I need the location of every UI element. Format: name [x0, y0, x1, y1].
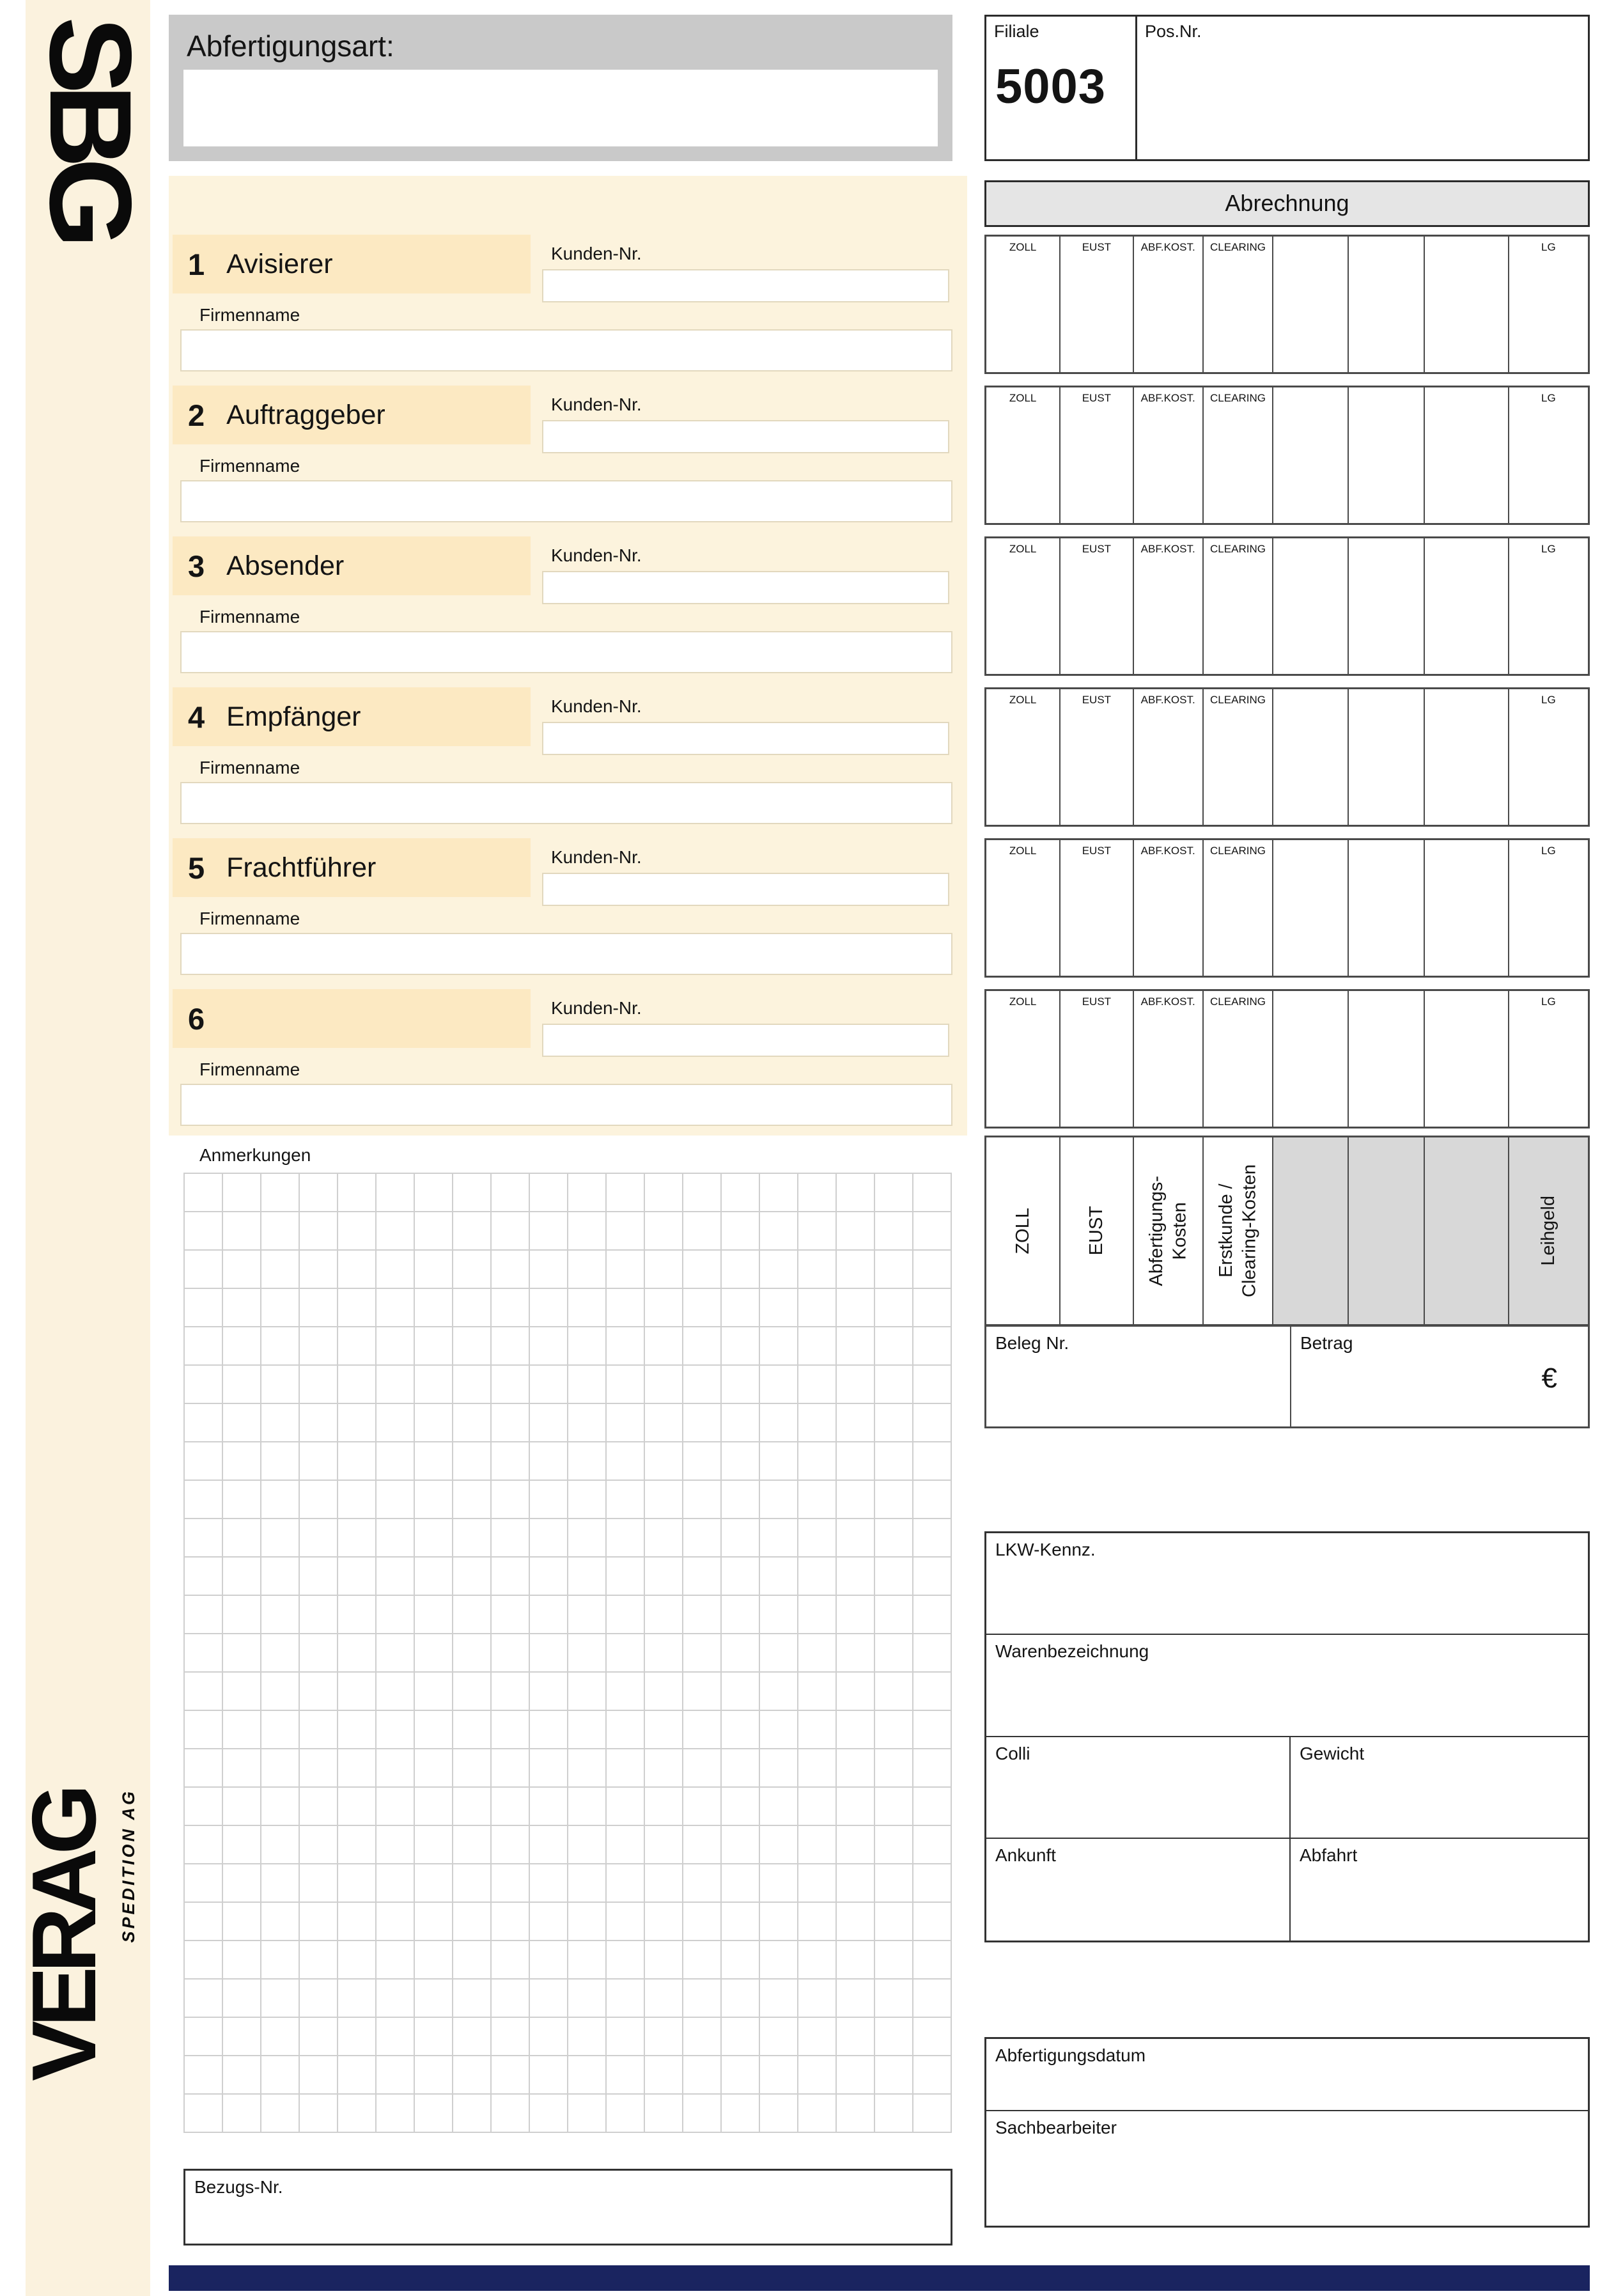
abrechnung-col-header: EUST — [1082, 996, 1112, 1008]
spedition-ag-logo: SPEDITION AG — [119, 1789, 138, 1943]
rotated-label: Abfertigungs- Kosten — [1146, 1175, 1190, 1286]
party-role-label: Frachtführer — [226, 852, 377, 883]
abfahrt-label: Abfahrt — [1299, 1845, 1358, 1865]
abrechnung-cell[interactable] — [1424, 387, 1508, 523]
abrechnung-cell[interactable] — [1133, 991, 1202, 1127]
abrechnung-col-header: ZOLL — [1009, 845, 1037, 857]
abrechnung-col-header: LG — [1541, 543, 1556, 555]
abrechnung-col-header: ABF.KOST. — [1140, 241, 1195, 253]
abrechnung-cell[interactable] — [1508, 237, 1588, 372]
firmenname-input[interactable] — [180, 782, 952, 824]
abrechnung-col-header: ABF.KOST. — [1140, 694, 1195, 706]
pos-nr-cell[interactable] — [1137, 17, 1588, 159]
abrechnung-cell[interactable] — [1059, 840, 1132, 976]
abrechnung-cell[interactable] — [1272, 237, 1348, 372]
abrechnung-cell[interactable] — [1424, 237, 1508, 372]
rotated-label-cell — [1508, 1137, 1588, 1324]
abrechnung-cell[interactable] — [1508, 387, 1588, 523]
abrechnung-col-header — [1273, 689, 1348, 694]
abfertigungsart-input[interactable] — [183, 70, 938, 146]
verag-logo: VERAG — [13, 1790, 115, 2081]
abrechnung-col-header: ABF.KOST. — [1140, 845, 1195, 857]
abrechnung-cell[interactable] — [986, 991, 1059, 1127]
betrag-label: Betrag — [1300, 1333, 1353, 1353]
abrechnung-col-header: LG — [1541, 392, 1556, 404]
abrechnung-cell[interactable] — [1059, 991, 1132, 1127]
abrechnung-cell[interactable] — [1348, 840, 1423, 976]
abrechnung-cell[interactable] — [1508, 689, 1588, 825]
cargo-details-block — [984, 1531, 1590, 1942]
party-number: 6 — [188, 1001, 205, 1036]
kunden-nr-input[interactable] — [542, 420, 949, 453]
party-number: 1 — [188, 247, 205, 281]
ankunft-field[interactable] — [986, 1839, 1289, 1941]
abfahrt-field[interactable] — [1289, 1839, 1588, 1941]
abrechnung-col-header: CLEARING — [1210, 241, 1266, 253]
filiale-value: 5003 — [995, 59, 1107, 114]
abfertigungsart-label: Abfertigungsart: — [187, 29, 394, 63]
abrechnung-cell[interactable] — [1424, 840, 1508, 976]
abrechnung-cell[interactable] — [1202, 840, 1272, 976]
bezugs-nr-field[interactable] — [183, 2169, 952, 2245]
abrechnung-cell[interactable] — [1272, 387, 1348, 523]
ankunft-label: Ankunft — [995, 1845, 1056, 1865]
firmenname-input[interactable] — [180, 933, 952, 975]
abrechnung-row-2 — [984, 386, 1590, 525]
abrechnung-col-header: ZOLL — [1009, 694, 1037, 706]
abrechnung-cell[interactable] — [1348, 538, 1423, 674]
anmerkungen-grid-area[interactable] — [183, 1173, 952, 2133]
abrechnung-cell[interactable] — [1508, 538, 1588, 674]
abrechnung-cell[interactable] — [1202, 689, 1272, 825]
sbg-logo: SBG — [26, 17, 156, 238]
abrechnung-col-header: CLEARING — [1210, 996, 1266, 1008]
party-number: 5 — [188, 850, 205, 885]
party-role-band — [173, 989, 531, 1048]
sachbearbeiter-label: Sachbearbeiter — [995, 2117, 1117, 2137]
filiale-label: Filiale — [994, 22, 1039, 41]
party-role-band — [173, 687, 531, 746]
firmenname-label: Firmenname — [199, 305, 300, 325]
abrechnung-col-header — [1349, 237, 1423, 241]
abrechnung-cell[interactable] — [1424, 991, 1508, 1127]
abrechnung-cell[interactable] — [1059, 237, 1132, 372]
abrechnung-col-header: EUST — [1082, 543, 1112, 555]
party-role-label: Absender — [226, 550, 345, 581]
betrag-field[interactable] — [1291, 1327, 1588, 1426]
abrechnung-cell[interactable] — [1348, 689, 1423, 825]
abrechnung-cell[interactable] — [1508, 840, 1588, 976]
abrechnung-cell[interactable] — [1059, 538, 1132, 674]
abrechnung-row-3 — [984, 536, 1590, 676]
firmenname-input[interactable] — [180, 329, 952, 371]
party-role-band — [173, 838, 531, 897]
abfertigungsdatum-field[interactable] — [986, 2039, 1588, 2111]
abrechnung-col-header — [1425, 387, 1508, 392]
abrechnung-col-header: LG — [1541, 694, 1556, 706]
abrechnung-cell[interactable] — [1202, 991, 1272, 1127]
rotated-label-cell — [1272, 1137, 1348, 1324]
abrechnung-cell[interactable] — [1272, 840, 1348, 976]
abrechnung-cell[interactable] — [1133, 538, 1202, 674]
abrechnung-row-4 — [984, 687, 1590, 827]
rotated-label-cell — [1348, 1137, 1423, 1324]
abrechnung-col-header — [1273, 387, 1348, 392]
abrechnung-row-5 — [984, 838, 1590, 978]
kunden-nr-input[interactable] — [542, 722, 949, 755]
abrechnung-cell[interactable] — [1059, 689, 1132, 825]
abrechnung-col-header — [1425, 538, 1508, 543]
abrechnung-col-header — [1273, 538, 1348, 543]
firmenname-label: Firmenname — [199, 758, 300, 777]
processing-block — [984, 2037, 1590, 2228]
party-role-label: Avisierer — [226, 248, 333, 279]
abrechnung-cell[interactable] — [986, 840, 1059, 976]
firmenname-input[interactable] — [180, 1084, 952, 1126]
abrechnung-cell[interactable] — [1272, 991, 1348, 1127]
rotated-label: Erstkunde / Clearing-Kosten — [1216, 1164, 1260, 1297]
firmenname-input[interactable] — [180, 480, 952, 522]
abrechnung-cell[interactable] — [1272, 538, 1348, 674]
kunden-nr-input[interactable] — [542, 571, 949, 604]
rotated-label: Leihgeld — [1538, 1196, 1559, 1266]
abrechnung-col-header: CLEARING — [1210, 543, 1266, 555]
abrechnung-cell[interactable] — [1424, 689, 1508, 825]
lkw-kennz-label: LKW-Kennz. — [995, 1540, 1096, 1559]
abrechnung-cell[interactable] — [1133, 387, 1202, 523]
kunden-nr-label: Kunden-Nr. — [551, 696, 642, 716]
abrechnung-col-header — [1349, 387, 1423, 392]
abrechnung-col-header — [1349, 840, 1423, 845]
party-role-label: Auftraggeber — [226, 399, 385, 430]
rotated-label-cell — [1059, 1137, 1132, 1324]
firmenname-input[interactable] — [180, 631, 952, 673]
rotated-label-cell — [986, 1137, 1059, 1324]
abrechnung-col-header — [1425, 237, 1508, 241]
abrechnung-cell[interactable] — [1348, 991, 1423, 1127]
abrechnung-col-header: CLEARING — [1210, 694, 1266, 706]
abrechnung-col-header: ABF.KOST. — [1140, 996, 1195, 1008]
party-role-band — [173, 386, 531, 444]
abrechnung-cell[interactable] — [1272, 689, 1348, 825]
abfertigungsart-box — [169, 15, 952, 161]
abrechnung-cell[interactable] — [1508, 991, 1588, 1127]
abfertigungsdatum-label: Abfertigungsdatum — [995, 2045, 1146, 2065]
abrechnung-col-header: LG — [1541, 241, 1556, 253]
kunden-nr-label: Kunden-Nr. — [551, 545, 642, 565]
abrechnung-col-header: CLEARING — [1210, 845, 1266, 857]
abrechnung-cell[interactable] — [1348, 387, 1423, 523]
kunden-nr-input[interactable] — [542, 1024, 949, 1057]
rotated-label: ZOLL — [1013, 1207, 1033, 1254]
abrechnung-col-header: EUST — [1082, 845, 1112, 857]
rotated-label-cell — [1202, 1137, 1272, 1324]
party-number: 3 — [188, 549, 205, 583]
party-role-band — [173, 235, 531, 293]
abrechnung-col-header: LG — [1541, 845, 1556, 857]
rotated-label-cell — [1133, 1137, 1202, 1324]
party-role-label: Empfänger — [226, 701, 361, 732]
abrechnung-row-1 — [984, 235, 1590, 374]
pos-nr-label: Pos.Nr. — [1145, 22, 1202, 41]
abrechnung-col-header: ZOLL — [1009, 392, 1037, 404]
abrechnung-col-header — [1425, 840, 1508, 845]
abrechnung-col-header — [1273, 991, 1348, 996]
colli-field[interactable] — [986, 1737, 1289, 1839]
abrechnung-col-header: ABF.KOST. — [1140, 543, 1195, 555]
abrechnung-cell[interactable] — [986, 689, 1059, 825]
colli-label: Colli — [995, 1743, 1030, 1763]
kunden-nr-input[interactable] — [542, 873, 949, 906]
bottom-navy-bar — [169, 2265, 1590, 2291]
sachbearbeiter-field[interactable] — [986, 2111, 1588, 2226]
abrechnung-col-header: EUST — [1082, 392, 1112, 404]
abrechnung-cell[interactable] — [1133, 689, 1202, 825]
abrechnung-cell[interactable] — [1202, 538, 1272, 674]
abrechnung-col-header: LG — [1541, 996, 1556, 1008]
abrechnung-cell[interactable] — [1202, 237, 1272, 372]
kunden-nr-label: Kunden-Nr. — [551, 394, 642, 414]
filiale-posnr-block — [984, 15, 1590, 161]
party-number: 2 — [188, 398, 205, 432]
abrechnung-rotated-labels-row — [984, 1136, 1590, 1326]
firmenname-label: Firmenname — [199, 909, 300, 928]
kunden-nr-label: Kunden-Nr. — [551, 998, 642, 1018]
euro-currency-symbol: € — [1541, 1363, 1557, 1394]
kunden-nr-label: Kunden-Nr. — [551, 244, 642, 263]
beleg-nr-label: Beleg Nr. — [995, 1333, 1069, 1353]
abrechnung-col-header — [1349, 689, 1423, 694]
anmerkungen-label: Anmerkungen — [199, 1145, 311, 1165]
abrechnung-col-header — [1273, 237, 1348, 241]
abrechnung-cell[interactable] — [1202, 387, 1272, 523]
abrechnung-col-header — [1349, 991, 1423, 996]
abrechnung-col-header: ZOLL — [1009, 543, 1037, 555]
abrechnung-header: Abrechnung — [984, 180, 1590, 227]
abrechnung-cell[interactable] — [1348, 237, 1423, 372]
gewicht-label: Gewicht — [1299, 1743, 1365, 1763]
filiale-cell[interactable] — [986, 17, 1137, 159]
abrechnung-cell[interactable] — [1424, 538, 1508, 674]
abrechnung-col-header: ZOLL — [1009, 241, 1037, 253]
rotated-label: EUST — [1086, 1206, 1107, 1256]
beleg-betrag-block — [984, 1325, 1590, 1428]
firmenname-label: Firmenname — [199, 456, 300, 476]
abrechnung-col-header — [1349, 538, 1423, 543]
gewicht-field[interactable] — [1289, 1737, 1588, 1839]
beleg-nr-field[interactable] — [986, 1327, 1291, 1426]
rotated-label-cell — [1424, 1137, 1508, 1324]
abrechnung-cell[interactable] — [986, 387, 1059, 523]
bezugs-nr-label: Bezugs-Nr. — [194, 2177, 283, 2197]
abrechnung-row-6 — [984, 989, 1590, 1128]
abrechnung-col-header: EUST — [1082, 694, 1112, 706]
abrechnung-col-header: ABF.KOST. — [1140, 392, 1195, 404]
warenbezeichnung-label: Warenbezeichnung — [995, 1641, 1149, 1662]
abrechnung-cell[interactable] — [1059, 387, 1132, 523]
abrechnung-col-header: ZOLL — [1009, 996, 1037, 1008]
party-role-band — [173, 536, 531, 595]
party-number: 4 — [188, 699, 205, 734]
abrechnung-cell[interactable] — [986, 237, 1059, 372]
warenbezeichnung-field[interactable] — [986, 1635, 1588, 1737]
abrechnung-col-header: EUST — [1082, 241, 1112, 253]
lkw-kennz-field[interactable] — [986, 1533, 1588, 1635]
kunden-nr-label: Kunden-Nr. — [551, 847, 642, 867]
abrechnung-cell[interactable] — [986, 538, 1059, 674]
abrechnung-col-header — [1425, 689, 1508, 694]
abrechnung-cell[interactable] — [1133, 840, 1202, 976]
abrechnung-col-header — [1425, 991, 1508, 996]
firmenname-label: Firmenname — [199, 607, 300, 627]
firmenname-label: Firmenname — [199, 1059, 300, 1079]
abrechnung-cell[interactable] — [1133, 237, 1202, 372]
abrechnung-col-header: CLEARING — [1210, 392, 1266, 404]
kunden-nr-input[interactable] — [542, 269, 949, 302]
abrechnung-col-header — [1273, 840, 1348, 845]
